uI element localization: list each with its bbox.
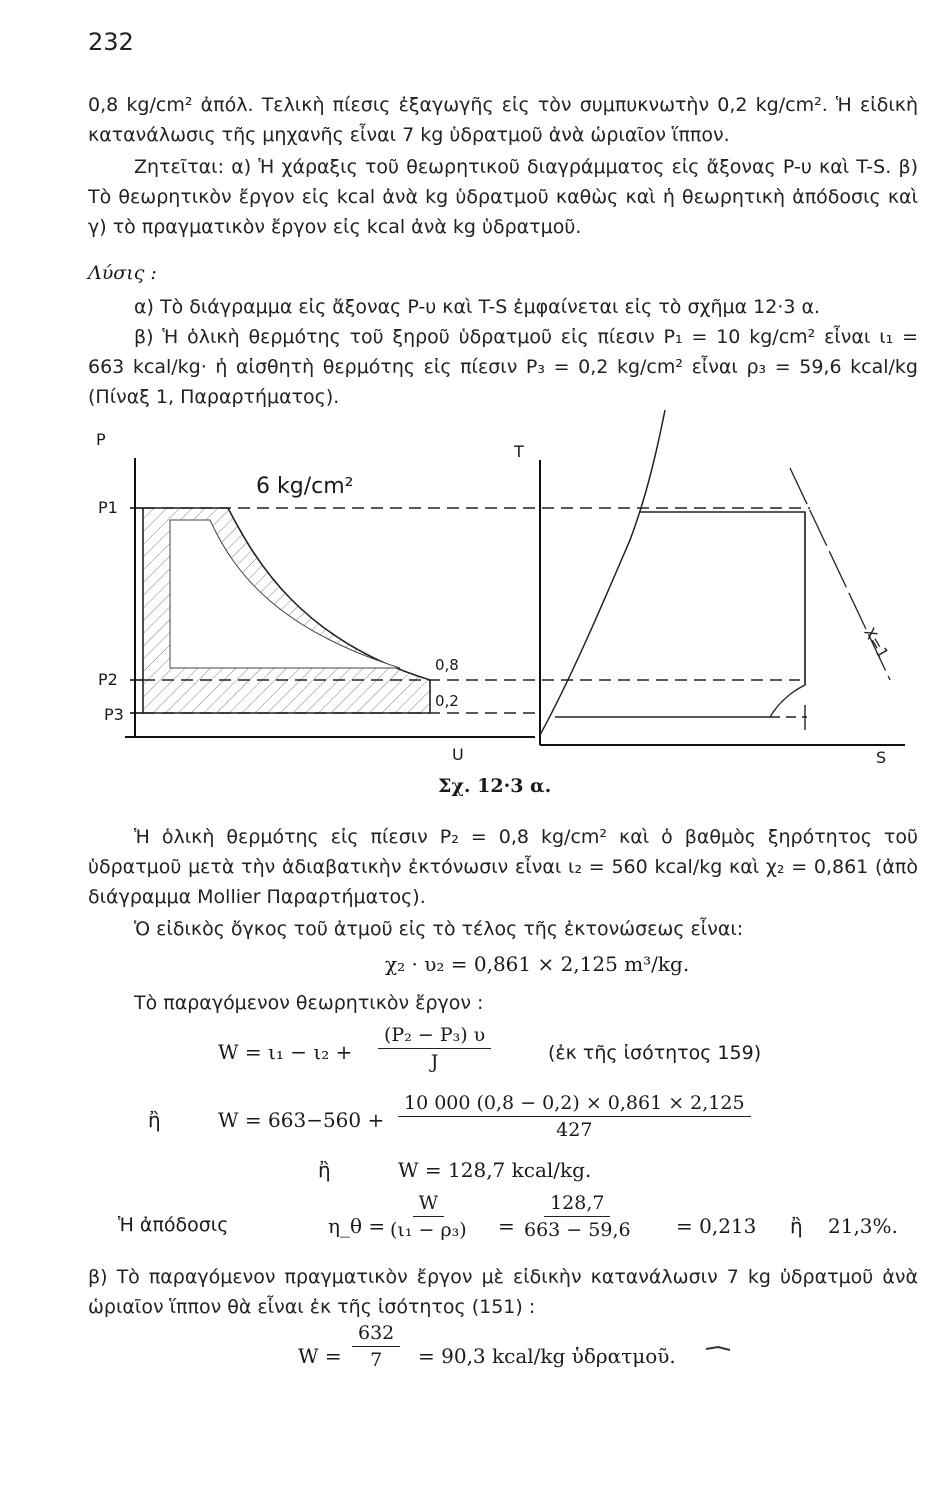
efficiency-or: ἢ <box>790 1214 803 1238</box>
eq2-fraction <box>398 1092 751 1141</box>
p2-label: P2 <box>98 670 118 689</box>
eq1-numerator: (P₂ − P₃) υ <box>378 1024 491 1049</box>
figure-pv-ts-diagram <box>0 405 942 775</box>
eq1-fraction <box>378 1024 491 1073</box>
efficiency-equals: = <box>498 1214 515 1238</box>
volume-equation: χ₂ · υ₂ = 0,861 × 2,125 m³/kg. <box>385 952 690 976</box>
p1-label: P1 <box>98 498 118 517</box>
solution-b-paragraph: β) Ἡ ὁλικὴ θερμότης τοῦ ξηροῦ ὑδρατμοῦ εἰς πίεσιν P₁ = 10 kg/cm² εἶναι ι₁ = 663 kcal/kg· ἡ αἰσθητὴ θερμότης εἰς πίεσιν P₃ = 0,2 kg/cm² εἶναι ρ₃ = 59,6 kcal/kg (Πίναξ 1, Παραρτήματος). <box>88 326 918 408</box>
eq-real-fraction <box>352 1322 400 1371</box>
page-number: 232 <box>88 28 134 56</box>
eq2-lhs: W = 663−560 + <box>218 1108 385 1132</box>
eq3-or: ἢ <box>318 1158 331 1182</box>
total-heat-paragraph: Ἡ ὁλικὴ θερμότης εἰς πίεσιν P₂ = 0,8 kg/cm² καὶ ὁ βαθμὸς ξηρότητος τοῦ ὑδρατμοῦ μετὰ τὴν ἀδιαβατικὴν ἐκτόνωσιν εἶναι ι₂ = 560 kcal/kg καὶ χ₂ = 0,861 (ἀπὸ διάγραμμα Mollier Παραρτήματος). <box>88 826 918 908</box>
ink-smudge-icon <box>704 1342 732 1352</box>
pv-y-axis-label: P <box>96 430 106 449</box>
efficiency-label: Ἡ ἀπόδοσις <box>118 1214 229 1236</box>
eq1-lhs: W = ι₁ − ι₂ + <box>218 1040 353 1064</box>
eq2-denominator: 427 <box>556 1119 593 1141</box>
efficiency-fraction-1 <box>390 1192 467 1241</box>
required-paragraph: Ζητεῖται: α) Ἡ χάραξις τοῦ θεωρητικοῦ διαγράμματος εἰς ἄξονας P-υ καὶ T-S. β) Τὸ θεωρητικὸν ἔργον εἰς kcal ἀνὰ kg ὑδρατμοῦ καθὼς καὶ ἡ θεωρητικὴ ἀπόδοσις καὶ γ) τὸ πραγματικὸν ἔργον εἰς kcal ἀνὰ kg ὑδρατμοῦ. <box>88 156 918 238</box>
real-work-paragraph: β) Τὸ παραγόμενον πραγματικὸν ἔργον μὲ εἰδικὴν κατανάλωσιν 7 kg ὑδρατμοῦ ἀνὰ ὡριαῖον ἵππον θὰ εἶναι ἐκ τῆς ἰσότητος (151) : <box>88 1266 918 1318</box>
solution-a-paragraph: α) Τὸ διάγραμμα εἰς ἄξονας P-υ καὶ T-S ἐμφαίνεται εἰς τὸ σχῆμα 12·3 α. <box>134 296 821 318</box>
intro-paragraph: 0,8 kg/cm² ἀπόλ. Τελικὴ πίεσις ἐξαγωγῆς εἰς τὸν συμπυκνωτὴν 0,2 kg/cm². Ἡ εἰδικὴ κατανάλωσις τῆς μηχανῆς εἶναι 7 kg ὑδρατμοῦ ἀνὰ ὡριαῖον ἵππον. <box>88 94 918 146</box>
dryness-x1-label: X=1 <box>860 624 893 662</box>
eq2-numerator: 10 000 (0,8 − 0,2) × 0,861 × 2,125 <box>398 1092 751 1117</box>
efficiency-num-2: 128,7 <box>544 1192 610 1217</box>
ts-cycle <box>555 512 805 717</box>
pv-x-axis-label: U <box>452 745 464 764</box>
saturated-liquid-curve <box>540 410 665 735</box>
p3-label: P3 <box>104 705 124 724</box>
label-0-8: 0,8 <box>435 656 459 674</box>
eq2-or: ἢ <box>148 1108 161 1132</box>
work-paragraph: Τὸ παραγόμενον θεωρητικὸν ἔργον : <box>134 992 484 1014</box>
eq1-note: (ἐκ τῆς ἰσότητος 159) <box>548 1042 762 1064</box>
ts-x-axis-label: S <box>876 748 887 767</box>
eq1-denominator: J <box>430 1051 439 1073</box>
efficiency-fraction-2 <box>524 1192 631 1241</box>
efficiency-num-1: W <box>413 1192 445 1217</box>
eq-real-rhs: = 90,3 kcal/kg ὑδρατμοῦ. <box>418 1344 676 1368</box>
efficiency-den-2: 663 − 59,6 <box>524 1219 631 1241</box>
efficiency-den-1: (ι₁ − ρ₃) <box>390 1219 467 1241</box>
figure-caption: Σχ. 12·3 α. <box>438 775 552 797</box>
pressure-6-label: 6 kg/cm² <box>256 474 354 499</box>
eq-real-denominator: 7 <box>370 1349 383 1371</box>
efficiency-lhs: η_θ = <box>328 1214 386 1238</box>
label-0-2: 0,2 <box>435 692 459 710</box>
solution-label: Λύσις : <box>88 262 157 284</box>
volume-paragraph: Ὁ εἰδικὸς ὄγκος τοῦ ἀτμοῦ εἰς τὸ τέλος τῆς ἐκτονώσεως εἶναι: <box>134 918 744 940</box>
eq3-text: W = 128,7 kcal/kg. <box>398 1158 592 1182</box>
eq-real-lhs: W = <box>298 1344 342 1368</box>
efficiency-result: = 0,213 <box>676 1214 757 1238</box>
eq-real-numerator: 632 <box>352 1322 400 1347</box>
efficiency-percent: 21,3%. <box>828 1214 898 1238</box>
ts-y-axis-label: T <box>514 442 524 461</box>
